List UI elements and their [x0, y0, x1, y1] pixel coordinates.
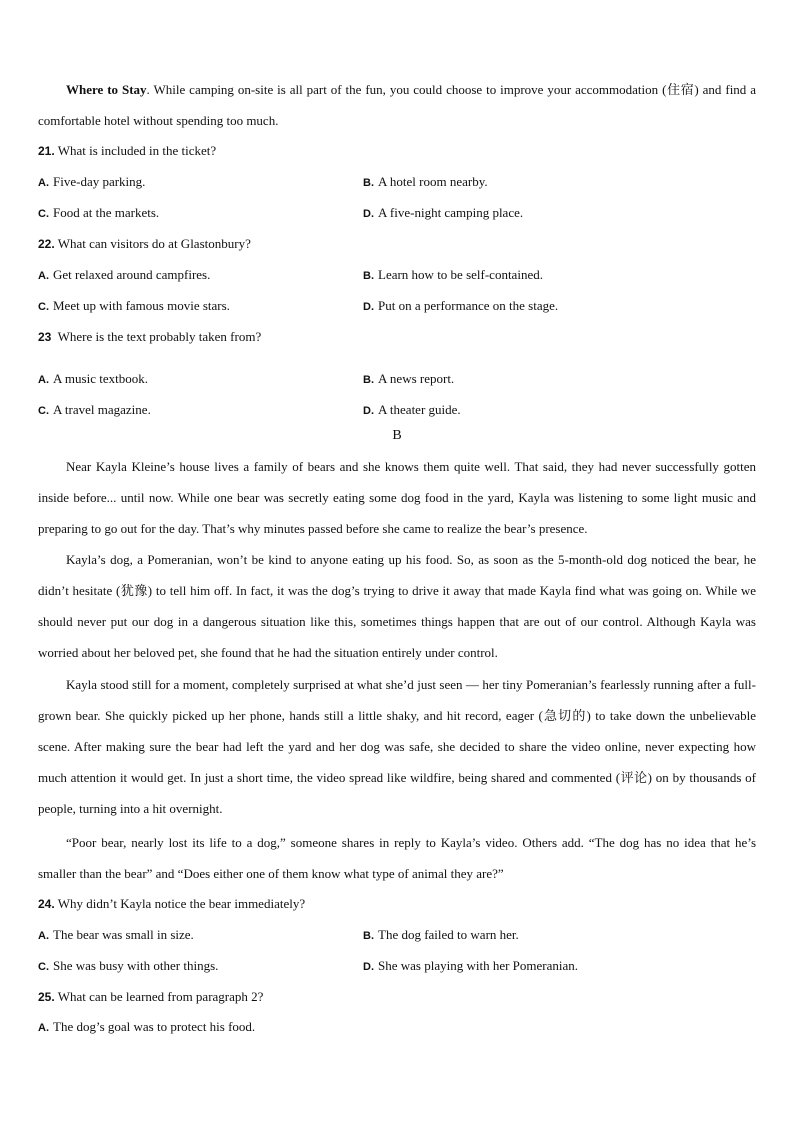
option-letter: A. — [38, 930, 49, 942]
question-number: 25. — [38, 990, 55, 1004]
passage-paragraph-1: Near Kayla Kleine’s house lives a family of bears and she knows them quite well. That said, they had never successfully gotten inside before... until now. While one bear was secretly eating some dog food in the yard, Kayla was listening to some light music and preparing to go out for the day. That’s why minutes passed before she came to realize the bear’s presence. — [38, 459, 756, 536]
question-text: What can visitors do at Glastonbury? — [57, 236, 251, 251]
option-22-c[interactable] — [38, 297, 230, 316]
option-text: Food at the markets. — [53, 205, 160, 220]
option-letter: A. — [38, 374, 49, 386]
option-24-d[interactable] — [363, 957, 578, 976]
option-24-b[interactable] — [363, 926, 519, 945]
option-text: The dog failed to warn her. — [378, 927, 519, 942]
option-text: A theater guide. — [378, 402, 461, 417]
question-24 — [38, 895, 305, 913]
option-text: Get relaxed around campfires. — [53, 267, 211, 282]
option-text: A hotel room nearby. — [378, 174, 488, 189]
question-21 — [38, 142, 216, 160]
passage-paragraph-3: Kayla stood still for a moment, completely surprised at what she’d just seen — her tiny Pomeranian’s fearlessly running after a full-grown bear. She quickly picked up her phone, hands still a little shaky, and hit record, eager (急切的) to take down the unbelievable scene. After making sure the bear had left the yard and her dog was safe, she decided to share the video online, never expecting how much attention it would get. In just a short time, the video spread like wildfire, being shared and commented (评论) on by thousands of people, turning into a hit overnight. — [38, 677, 756, 816]
option-text: Learn how to be self-contained. — [378, 267, 543, 282]
option-21-d[interactable] — [363, 204, 523, 223]
question-text: Where is the text probably taken from? — [57, 329, 262, 344]
option-letter: D. — [363, 301, 374, 313]
option-letter: D. — [363, 405, 374, 417]
question-text: Why didn’t Kayla notice the bear immediately? — [57, 896, 306, 911]
option-letter: C. — [38, 301, 49, 313]
option-text: The bear was small in size. — [53, 927, 194, 942]
option-21-b[interactable] — [363, 173, 488, 192]
option-25-a[interactable] — [38, 1018, 255, 1037]
option-text: A news report. — [378, 371, 455, 386]
question-number: 21. — [38, 144, 55, 158]
option-text: The dog’s goal was to protect his food. — [53, 1019, 256, 1034]
passage-paragraph-2: Kayla’s dog, a Pomeranian, won’t be kind to anyone eating up his food. So, as soon as the 5-month-old dog noticed the bear, he didn’t hesitate (犹豫) to tell him off. In fact, it was the dog’s trying to drive it away that made Kayla find what was going on. While we should never put our dog in a dangerous situation like this, sometimes things happen that are out of our control. Although Kayla was worried about her beloved pet, she found that he had the situation entirely under control. — [38, 552, 756, 660]
question-22 — [38, 235, 251, 253]
question-text: What is included in the ticket? — [57, 143, 217, 158]
option-letter: D. — [363, 961, 374, 973]
option-letter: C. — [38, 405, 49, 417]
option-24-c[interactable] — [38, 957, 218, 976]
option-letter: B. — [363, 270, 374, 282]
option-22-b[interactable] — [363, 266, 543, 285]
option-21-a[interactable] — [38, 173, 145, 192]
option-letter: C. — [38, 961, 49, 973]
question-23 — [38, 328, 261, 346]
question-number: 23 — [38, 330, 52, 344]
option-text: Meet up with famous movie stars. — [53, 298, 230, 313]
option-letter: B. — [363, 374, 374, 386]
intro-text-line2: find a comfortable hotel without spending too much. — [38, 82, 756, 128]
option-text: A travel magazine. — [53, 402, 151, 417]
option-24-a[interactable] — [38, 926, 194, 945]
option-22-a[interactable] — [38, 266, 210, 285]
option-23-b[interactable] — [363, 370, 454, 389]
option-text: Five-day parking. — [53, 174, 146, 189]
intro-text-line1: . While camping on-site is all part of the fun, you could choose to improve your accommodation (住宿) and — [146, 82, 722, 97]
option-23-c[interactable] — [38, 401, 151, 420]
option-23-a[interactable] — [38, 370, 148, 389]
option-text: She was busy with other things. — [53, 958, 219, 973]
question-number: 22. — [38, 237, 55, 251]
option-23-d[interactable] — [363, 401, 461, 420]
intro-paragraph — [38, 74, 756, 136]
option-text: Put on a performance on the stage. — [378, 298, 559, 313]
option-letter: C. — [38, 208, 49, 220]
option-text: A five-night camping place. — [378, 205, 524, 220]
option-letter: D. — [363, 208, 374, 220]
option-21-c[interactable] — [38, 204, 159, 223]
question-25 — [38, 988, 263, 1006]
passage-paragraph-4: “Poor bear, nearly lost its life to a dog,” someone shares in reply to Kayla’s video. Others add. “The dog has no idea that he’s smaller than the bear” and “Does either one of them know what type of animal they are?” — [38, 835, 756, 881]
option-text: A music textbook. — [53, 371, 148, 386]
option-letter: A. — [38, 270, 49, 282]
option-letter: B. — [363, 930, 374, 942]
option-letter: B. — [363, 177, 374, 189]
section-heading: B — [392, 428, 402, 443]
question-text: What can be learned from paragraph 2? — [57, 989, 264, 1004]
option-22-d[interactable] — [363, 297, 558, 316]
intro-lead: Where to Stay — [66, 82, 147, 97]
option-text: She was playing with her Pomeranian. — [378, 958, 579, 973]
question-number: 24. — [38, 897, 55, 911]
option-letter: A. — [38, 177, 49, 189]
option-letter: A. — [38, 1022, 49, 1034]
